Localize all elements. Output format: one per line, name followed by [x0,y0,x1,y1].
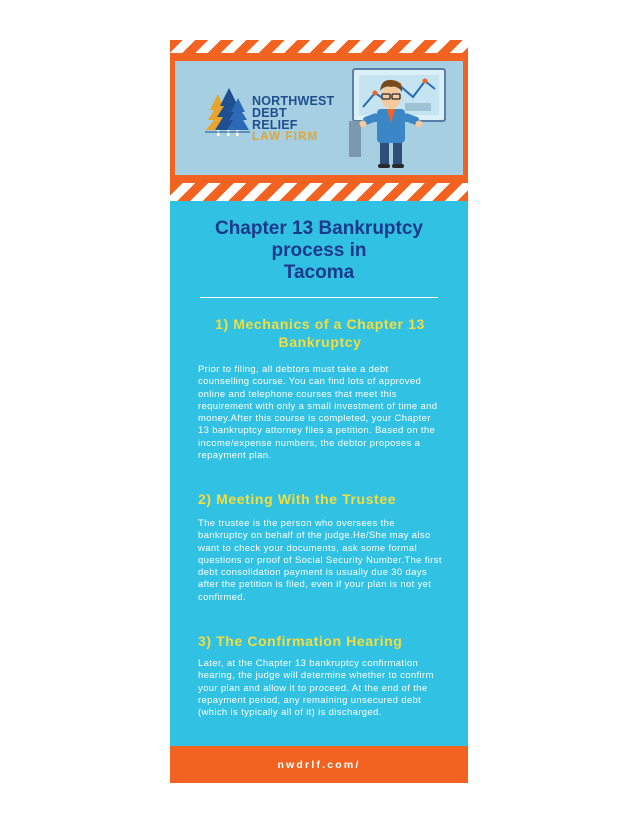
header-band [170,53,468,183]
firm-logo [205,86,335,156]
pine-trees-logo-icon [205,86,251,144]
title-divider [200,297,438,298]
logo-line-1: NORTHWEST [252,94,335,108]
section-1-body: Prior to filing, all debtors must take a debt counselling course. You can find lots of approved online and telephone courses that meet this requirement with only a small investment of time and money.After this course is completed, your Chapter 13 bankruptcy attorney files a petition. Based on the income/expense numbers, the debtor proposes a repayment plan. [198,364,438,462]
logo-line-3: LAW FIRM [252,131,319,143]
header-box [175,61,463,175]
section-2-title: 2) Meeting With the Trustee [198,491,397,507]
section-1-title-line-2: Bankruptcy [278,334,362,350]
logo-wordmark [252,95,335,143]
section-1-title [198,315,442,351]
footer-url[interactable]: nwdrlf.com/ [277,758,361,771]
title-line-2: process in [271,240,367,261]
title-line-1: Chapter 13 Bankruptcy [214,218,423,239]
footer-band [170,746,468,783]
top-hazard-stripe [170,40,468,53]
title-line-3: Tacoma [283,262,355,283]
section-3-title: 3) The Confirmation Hearing [198,633,403,649]
infographic-poster [170,40,468,783]
section-3-body: Later, at the Chapter 13 bankruptcy confirmation hearing, the judge will determine whether to confirm your plan and allow it to proceed. At the end of the repayment period, any remaining unsecured debt (which is typically all of it) is discharged. [198,658,434,719]
logo-line-2: DEBT RELIEF [252,106,298,132]
page-title [170,218,468,284]
man-with-chart-screen-illustration [335,63,453,173]
section-2-body: The trustee is the person who oversees the bankruptcy on behalf of the judge.He/She may also want to check your documents, ask some formal questions or proof of Social Security Number.The first debt consolidation payment is usually due 30 days after the petition is filed, even if your plan is not yet confirmed. [198,518,442,603]
middle-hazard-stripe [170,183,468,201]
section-1-title-line-1: 1) Mechanics of a Chapter 13 [215,316,425,332]
